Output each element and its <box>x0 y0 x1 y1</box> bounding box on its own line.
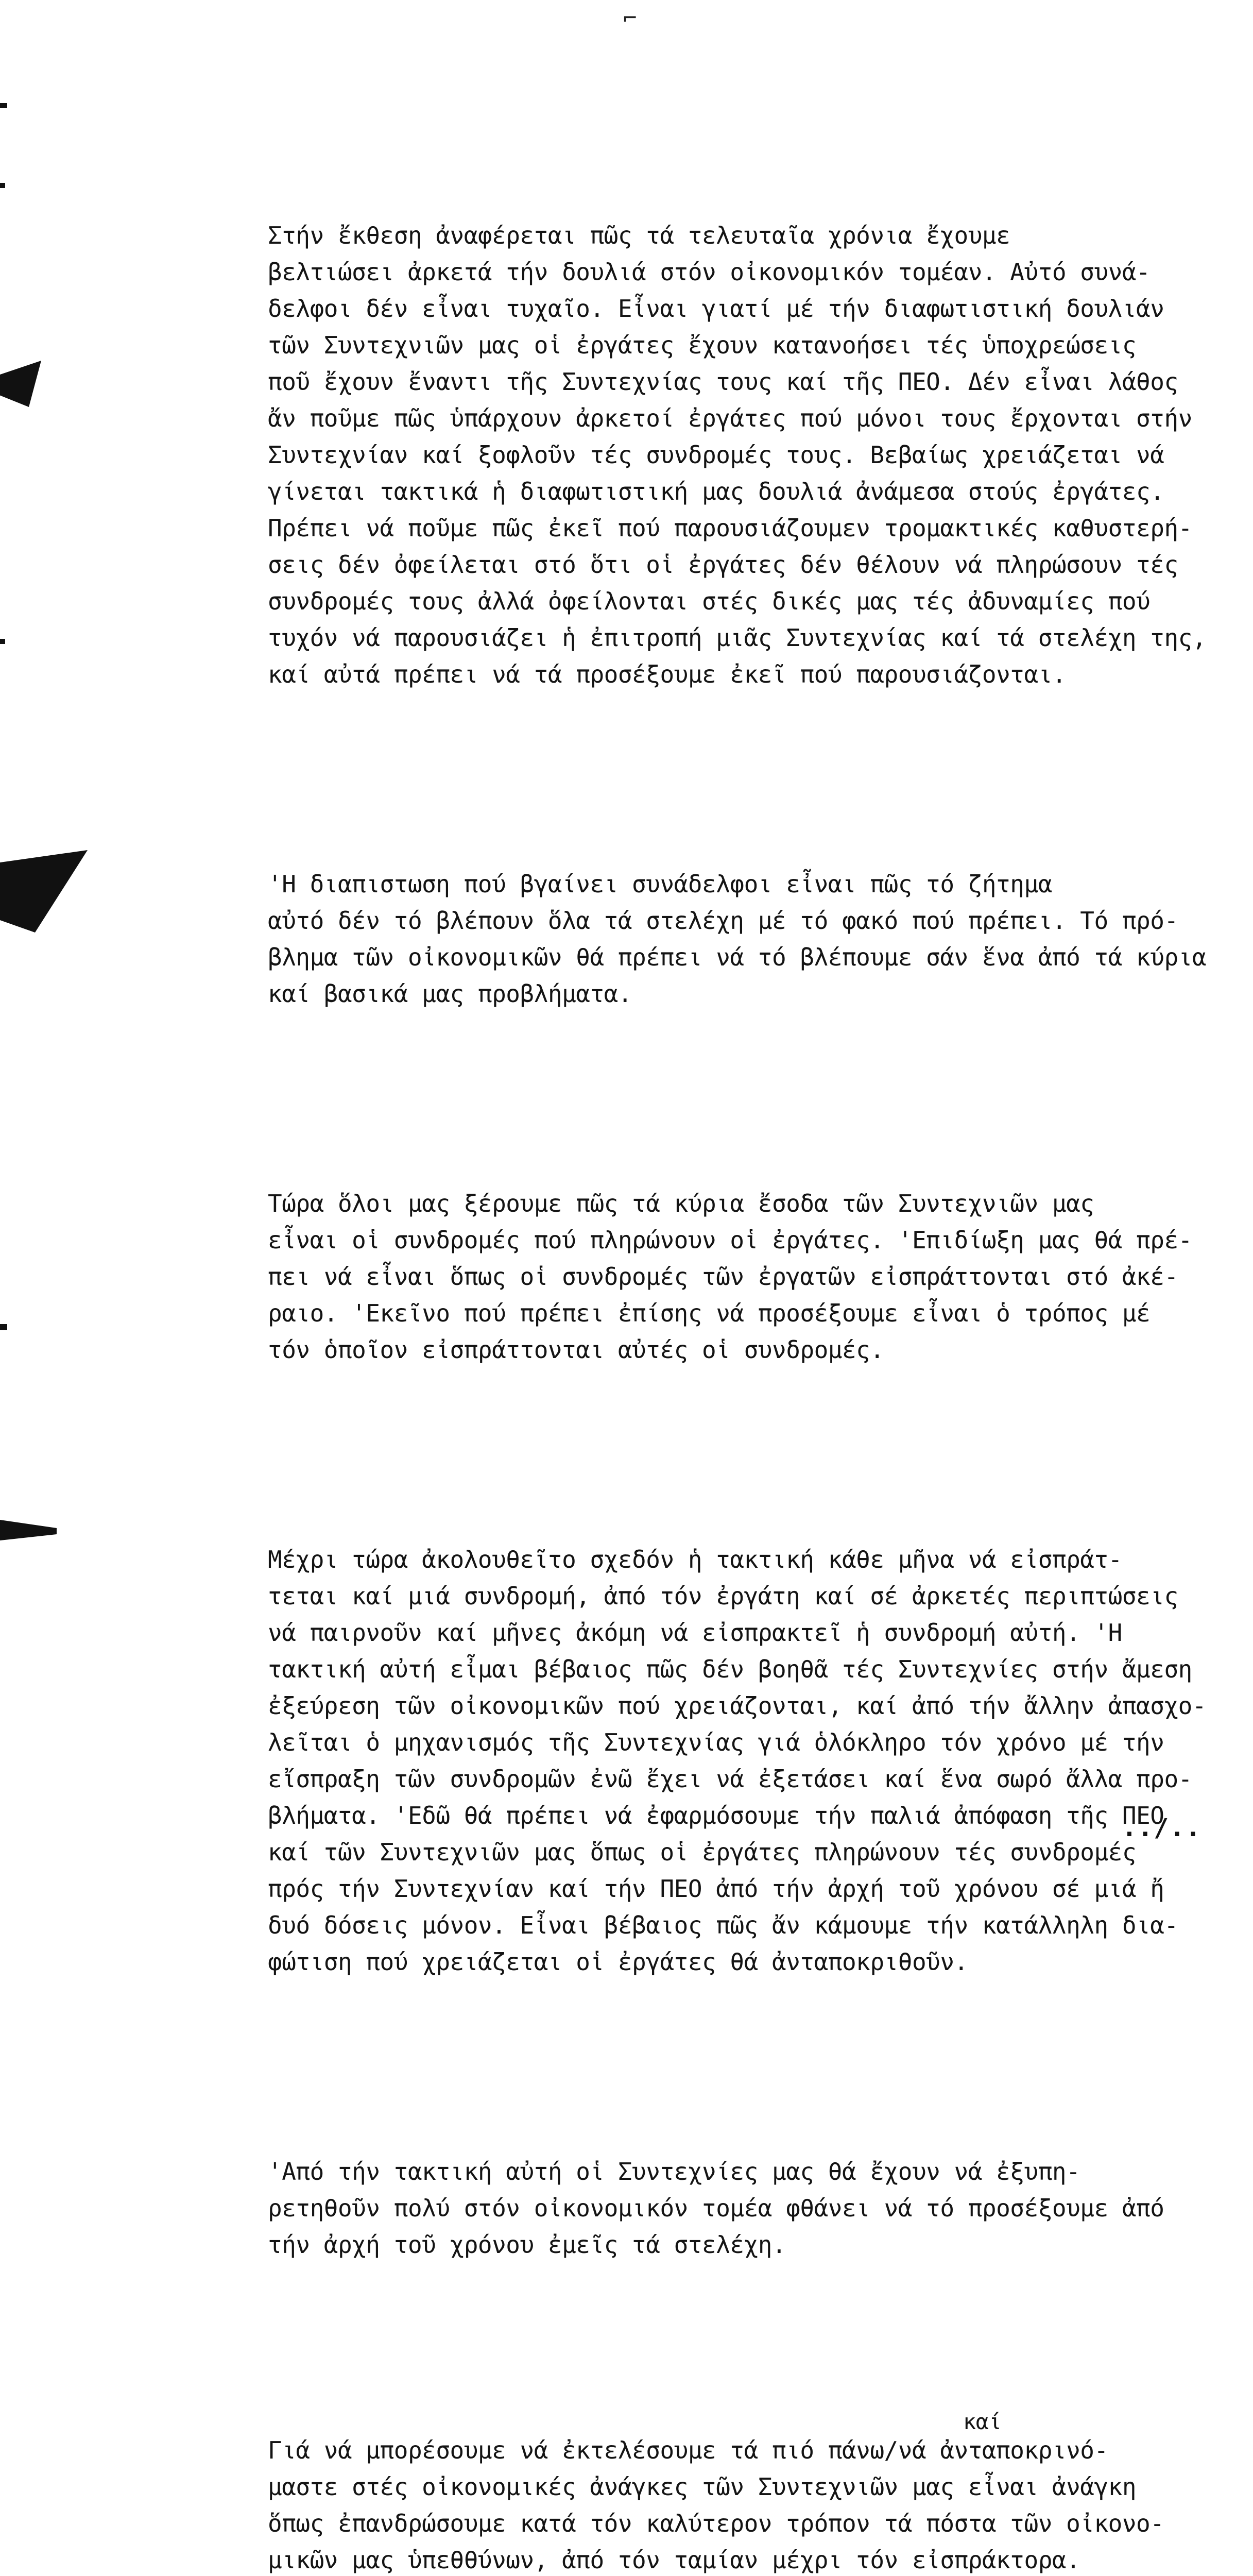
binding-mark-2 <box>0 183 5 188</box>
text-line: 'Η διαπιστωση πού βγαίνει συνάδελφοι εἶναι πῶς τό ζήτημα <box>268 870 1052 898</box>
text-line: βλήματα. 'Εδῶ θά πρέπει νά ἐφαρμόσουμε τήν παλιά ἀπόφαση τῆς ΠΕΟ <box>268 1802 1164 1829</box>
text-line: Στήν ἔκθεση ἀναφέρεται πῶς τά τελευταῖα χρόνια ἔχουμε <box>268 222 1010 249</box>
binding-mark-7 <box>0 1520 57 1540</box>
letter-body <box>268 144 1210 2576</box>
text-line: τεται καί μιά συνδρομή, ἀπό τόν ἐργάτη καί σέ ἀρκετές περιπτώσεις <box>268 1582 1178 1610</box>
text-line: Τώρα ὅλοι μας ξέρουμε πῶς τά κύρια ἔσοδα τῶν Συντεχνιῶν μας <box>268 1190 1094 1217</box>
text-line: τόν ὁποῖον εἰσπράττονται αὐτές οἱ συνδρομές. <box>268 1336 884 1364</box>
text-line: τῶν Συντεχνιῶν μας οἱ ἐργάτες ἔχουν κατανοήσει τές ὑποχρεώσεις <box>268 331 1137 359</box>
text-line: δυό δόσεις μόνον. Εἶναι βέβαιος πῶς ἄν κάμουμε τήν κατάλληλη δια- <box>268 1911 1178 1939</box>
text-line: μικῶν μας ὑπεθθύνων, ἀπό τόν ταμίαν μέχρι τόν εἰσπράκτορα. <box>268 2546 1080 2574</box>
text-line: εἴσπραξη τῶν συνδρομῶν ἐνῶ ἔχει νά ἐξετάσει καί ἕνα σωρό ἄλλα προ- <box>268 1765 1192 1793</box>
text-line: 'Από τήν τακτική αὐτή οἱ Συντεχνίες μας θά ἔχουν νά ἐξυπη- <box>268 2158 1080 2185</box>
text-line: βλημα τῶν οἰκονομικῶν θά πρέπει νά τό βλέπουμε σάν ἕνα ἀπό τά κύρια <box>268 943 1207 971</box>
text-line: Συντεχνίαν καί ξοφλοῦν τές συνδρομές τους. Βεβαίως χρειάζεται νά <box>268 441 1164 469</box>
text-line: γίνεται τακτικά ἡ διαφωτιστική μας δουλιά ἀνάμεσα στούς ἐργάτες. <box>268 478 1164 505</box>
text-line: ραιο. 'Εκεῖνο πού πρέπει ἐπίσης νά προσέξουμε εἶναι ὁ τρόπος μέ <box>268 1299 1151 1327</box>
handwritten-insertion: καί <box>963 2409 1002 2434</box>
paragraph-3 <box>268 1112 1210 1442</box>
text-line: πρός τήν Συντεχνίαν καί τήν ΠΕΟ ἀπό τήν ἀρχή τοῦ χρόνου σέ μιά ἤ <box>268 1875 1164 1903</box>
text-line: ἄν ποῦμε πῶς ὑπάρχουν ἀρκετοί ἐργάτες πού μόνοι τους ἔρχονται στήν <box>268 404 1192 432</box>
text-line: φώτιση πού χρειάζεται οἱ ἐργάτες θά ἀνταποκριθοῦν. <box>268 1948 968 1976</box>
paragraph-5 <box>268 2080 1210 2336</box>
text-line: μαστε στές οἰκονομικές ἀνάγκες τῶν Συντεχνιῶν μας εἶναι ἀνάγκη <box>268 2473 1137 2501</box>
text-line: αὐτό δέν τό βλέπουν ὅλα τά στελέχη μέ τό φακό πού πρέπει. Τό πρό- <box>268 907 1178 935</box>
text-line: σεις δέν ὀφείλεται στό ὅτι οἱ ἐργάτες δέν θέλουν νά πληρώσουν τές <box>268 551 1178 579</box>
binding-mark-3 <box>0 361 41 407</box>
text-line: ὅπως ἐπανδρώσουμε κατά τόν καλύτερον τρόπον τά πόστα τῶν οἰκονο- <box>268 2510 1164 2537</box>
binding-mark-4 <box>0 639 5 644</box>
binding-mark-5 <box>0 850 88 933</box>
text-line: τήν ἀρχή τοῦ χρόνου ἐμεῖς τά στελέχη. <box>268 2231 786 2259</box>
text-line: Γιά νά μπορέσουμε νά ἐκτελέσουμε τά πιό πάνω/νά ἀνταποκρινό- <box>268 2436 1108 2464</box>
text-line: ποῦ ἔχουν ἔναντι τῆς Συντεχνίας τους καί τῆς ΠΕΟ. Δέν εἶναι λάθος <box>268 368 1178 396</box>
text-line: ρετηθοῦν πολύ στόν οἰκονομικόν τομέα φθάνει νά τό προσέξουμε ἀπό <box>268 2194 1164 2222</box>
text-line: νά παιρνοῦν καί μῆνες ἀκόμη νά εἰσπρακτεῖ ἡ συνδρομή αὐτή. 'Η <box>268 1619 1122 1647</box>
text-line: εἶναι οἱ συνδρομές πού πληρώνουν οἱ ἐργάτες. 'Επιδίωξη μας θά πρέ- <box>268 1226 1192 1254</box>
paragraph-2 <box>268 793 1210 1086</box>
text-line: λεῖται ὁ μηχανισμός τῆς Συντεχνίας γιά ὁλόκληρο τόν χρόνο μέ τήν <box>268 1728 1164 1756</box>
binding-mark-6 <box>0 1324 7 1330</box>
text-line: καί βασικά μας προβλήματα. <box>268 980 632 1008</box>
top-scan-mark: ⌐ <box>623 5 637 31</box>
paragraph-6 <box>268 2344 1210 2576</box>
text-line: Μέχρι τώρα ἀκολουθεῖτο σχεδόν ἡ τακτική κάθε μῆνα νά εἰσπράτ- <box>268 1546 1122 1573</box>
text-line: πει νά εἶναι ὅπως οἱ συνδρομές τῶν ἐργατῶν εἰσπράττονται στό ἀκέ- <box>268 1263 1178 1291</box>
page-continuation-mark: ../.. <box>1122 1814 1201 1842</box>
binding-mark-1 <box>0 103 7 108</box>
text-line: Πρέπει νά ποῦμε πῶς ἐκεῖ πού παρουσιάζουμεν τρομακτικές καθυστερή- <box>268 514 1192 542</box>
text-line: καί τῶν Συντεχνιῶν μας ὅπως οἱ ἐργάτες πληρώνουν τές συνδρομές <box>268 1838 1137 1866</box>
text-line: βελτιώσει ἀρκετά τήν δουλιά στόν οἰκονομικόν τομέαν. Αὐτό συνά- <box>268 258 1151 286</box>
text-line: ἐξεύρεση τῶν οἰκονομικῶν πού χρειάζονται, καί ἀπό τήν ἄλλην ἀπασχο- <box>268 1692 1207 1720</box>
text-line: τακτική αὐτή εἶμαι βέβαιος πῶς δέν βοηθᾶ τές Συντεχνίες στήν ἄμεση <box>268 1655 1192 1683</box>
text-line: τυχόν νά παρουσιάζει ἡ ἐπιτροπή μιᾶς Συντεχνίας καί τά στελέχη της, <box>268 624 1207 652</box>
text-line: συνδρομές τους ἀλλά ὀφείλονται στές δικές μας τές ἀδυναμίες πού <box>268 587 1151 615</box>
paragraph-4 <box>268 1468 1210 2054</box>
paragraph-1 <box>268 144 1210 766</box>
text-line: καί αὐτά πρέπει νά τά προσέξουμε ἐκεῖ πού παρουσιάζονται. <box>268 660 1067 688</box>
text-line: δελφοι δέν εἶναι τυχαῖο. Εἶναι γιατί μέ τήν διαφωτιστική δουλιάν <box>268 295 1164 323</box>
